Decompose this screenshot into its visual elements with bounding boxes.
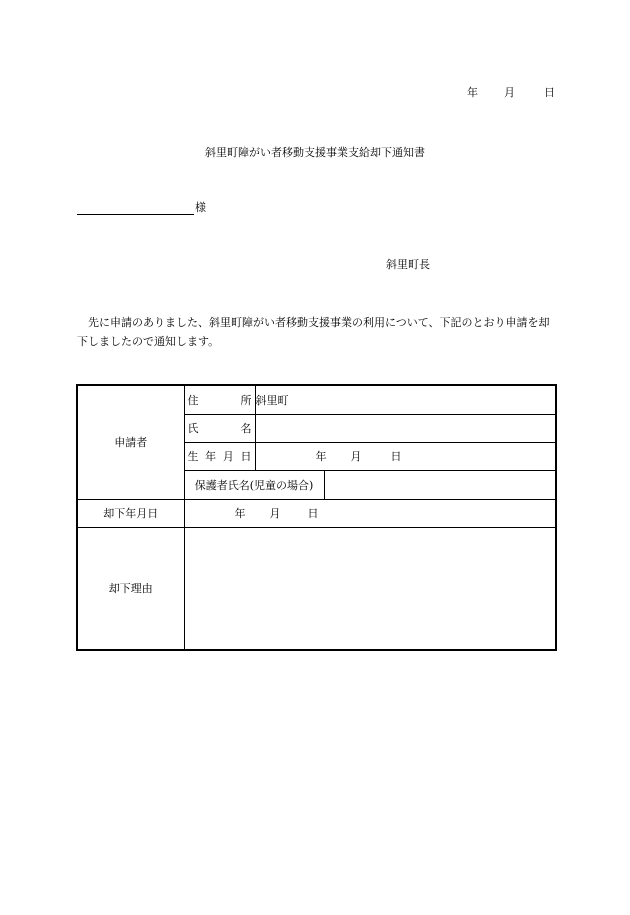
recipient-line (77, 199, 206, 215)
rejection-form-table (76, 384, 557, 651)
name-label-a: 氏 (187, 422, 199, 435)
birth-day: 日 (390, 450, 402, 463)
rejection-year: 年 (234, 507, 246, 520)
guardian-label: 保護者氏名(児童の場合) (184, 470, 324, 499)
rejection-date-value[interactable] (184, 499, 556, 527)
name-value[interactable] (255, 414, 556, 442)
rejection-date-row (77, 499, 556, 527)
rejection-day: 日 (307, 507, 319, 520)
rejection-month: 月 (269, 507, 281, 520)
name-label-b: 名 (240, 422, 252, 435)
rejection-reason-value[interactable] (184, 527, 556, 650)
name-label (184, 414, 255, 442)
rejection-date-label: 却下年月日 (77, 499, 184, 527)
address-label (184, 385, 255, 414)
recipient-name-blank[interactable] (77, 202, 194, 215)
birth-month: 月 (350, 450, 362, 463)
body-text: 先に申請のありました、斜里町障がい者移動支援事業の利用について、下記のとおり申請を却下しましたので通知します。 (77, 316, 550, 348)
recipient-suffix: 様 (195, 201, 206, 214)
issuer: 斜里町長 (386, 258, 430, 271)
header-date-year: 年 (467, 86, 478, 99)
address-value[interactable]: 斜里町 (255, 385, 556, 414)
address-label-a: 住 (187, 393, 199, 407)
birthdate-label (184, 442, 255, 470)
birthdate-label-2: 年 (205, 450, 217, 463)
rejection-reason-row (77, 527, 556, 650)
guardian-value[interactable] (324, 470, 556, 499)
document-title: 斜里町障がい者移動支援事業支給却下通知書 (205, 146, 425, 159)
header-date-day: 日 (544, 86, 555, 99)
rejection-reason-label: 却下理由 (77, 527, 184, 650)
birthdate-label-4: 日 (240, 450, 252, 463)
header-date-month: 月 (504, 86, 515, 99)
address-label-b: 所 (240, 393, 252, 407)
applicant-label: 申請者 (77, 385, 184, 499)
birthdate-value[interactable] (255, 442, 556, 470)
birthdate-label-1: 生 (187, 450, 199, 463)
header-date (467, 84, 555, 100)
birth-year: 年 (315, 450, 327, 463)
address-row (77, 385, 556, 414)
birthdate-label-3: 月 (222, 450, 234, 463)
